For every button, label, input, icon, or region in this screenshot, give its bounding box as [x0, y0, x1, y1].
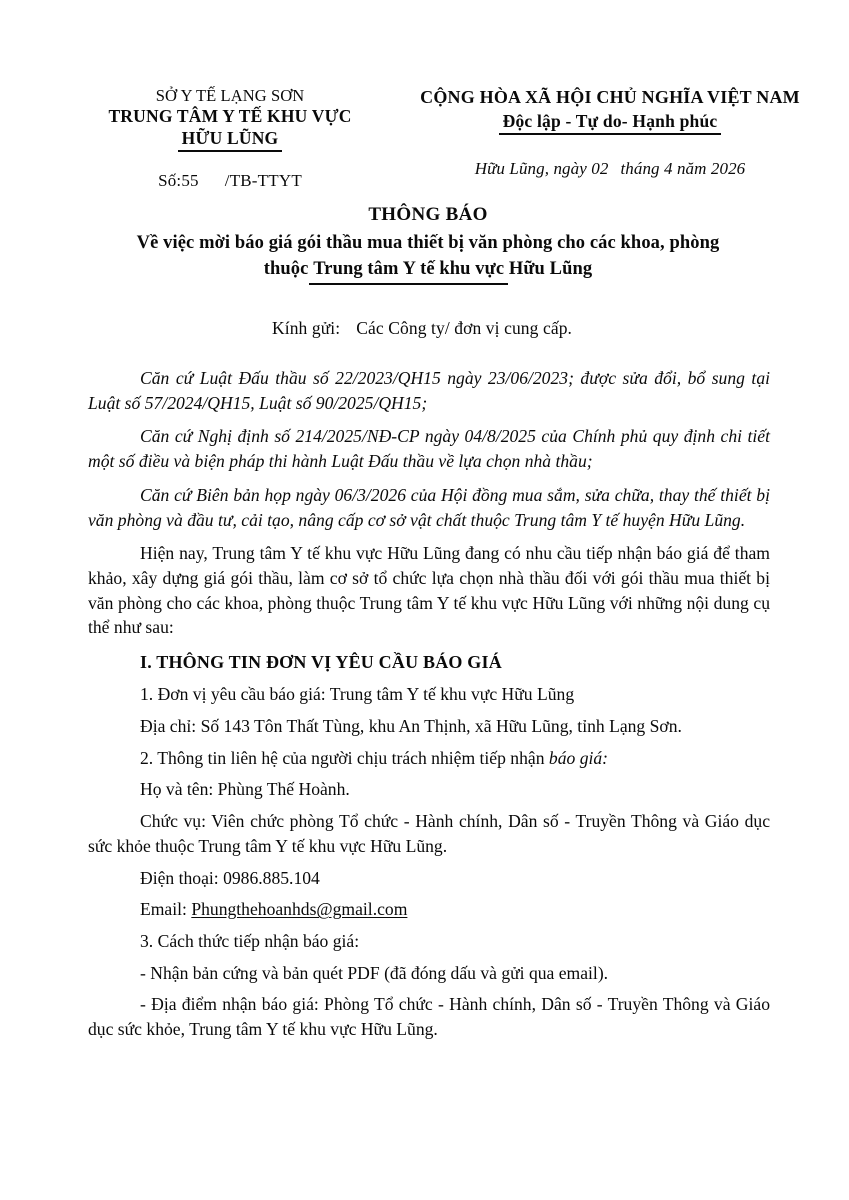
- issuing-authority-block: [60, 86, 400, 191]
- document-number-label: Số:: [158, 170, 182, 190]
- page-title: THÔNG BÁO: [368, 204, 488, 225]
- place-date-rest: tháng 4 năm 2026: [620, 159, 746, 178]
- legal-basis-paragraph-3: Căn cứ Biên bản họp ngày 06/3/2026 của Hội đồng mua sắm, sửa chữa, thay thế thiết bị văn phòng và đầu tư, cải tạo, nâng cấp cơ sở vật chất thuộc Trung tâm Y tế huyện Hữu Lũng.: [88, 484, 770, 530]
- contact-email-label: Email:: [140, 899, 192, 920]
- section-1-item-2: [88, 746, 770, 771]
- section-1-item-1: 1. Đơn vị yêu cầu báo giá: Trung tâm Y tế khu vực Hữu Lũng: [140, 684, 575, 705]
- organization-name-underlined: HỮU LŨNG: [181, 128, 279, 149]
- document-header: [0, 86, 849, 191]
- contact-email-line: [88, 897, 770, 922]
- document-number: [60, 170, 400, 191]
- submission-method-bullet-1: - Nhận bản cứng và bản quét PDF (đã đóng dấu và gửi qua email).: [140, 962, 609, 983]
- national-motto-underlined: Độc lập - Tự do- Hạnh phúc: [502, 111, 718, 132]
- contact-position: Chức vụ: Viên chức phòng Tổ chức - Hành chính, Dân số - Truyền Thông và Giáo dục sức khỏe thuộc Trung tâm Y tế khu vực Hữu Lũng.: [88, 811, 770, 856]
- legal-basis-paragraph-1: Căn cứ Luật Đấu thầu số 22/2023/QH15 ngày 23/06/2023; được sửa đổi, bổ sung tại Luật số 57/2024/QH15, Luật số 90/2025/QH15;: [88, 368, 770, 413]
- subtitle-line-2-suffix: Hữu Lũng: [504, 259, 593, 280]
- contact-email-address[interactable]: Phungthehoanhds@gmail.com: [191, 899, 408, 920]
- submission-location-bullet-2: - Địa điểm nhận báo giá: Phòng Tổ chức - Hành chính, Dân số - Truyền Thông và Giáo dục sức khỏe, Trung tâm Y tế khu vực Hữu Lũng.: [88, 994, 770, 1040]
- legal-basis-paragraph-2: Căn cứ Nghị định số 214/2025/NĐ-CP ngày 04/8/2025 của Chính phủ quy định chi tiết một số điều và biện pháp thi hành Luật Đấu thầu về lựa chọn nhà thầu;: [88, 426, 770, 472]
- section-1-item-2-text: 2. Thông tin liên hệ của người chịu trách nhiệm tiếp nhận: [140, 747, 549, 768]
- recipient-value: Các Công ty/ đơn vị cung cấp.: [356, 318, 573, 338]
- national-heading-block: [410, 86, 810, 179]
- section-1-address: Địa chỉ: Số 143 Tôn Thất Tùng, khu An Thịnh, xã Hữu Lũng, tỉnh Lạng Sơn.: [140, 715, 682, 736]
- national-motto: [410, 111, 810, 133]
- contact-name: Họ và tên: Phùng Thế Hoành.: [140, 779, 350, 800]
- department-name: SỞ Y TẾ LẠNG SƠN: [155, 86, 305, 105]
- recipient-label: Kính gửi:: [272, 318, 341, 338]
- document-subtitle: [88, 230, 768, 283]
- subtitle-line-2-underlined: Trung tâm Y tế khu vực: [313, 256, 504, 282]
- place-and-date: [410, 158, 810, 179]
- document-body: [88, 366, 770, 1049]
- subtitle-line-1: Về việc mời báo giá gói thầu mua thiết bị văn phòng cho các khoa, phòng: [136, 233, 720, 253]
- document-title-block: [88, 204, 768, 283]
- place-date-first: Hữu Lũng, ngày 02: [474, 159, 609, 178]
- document-number-value: 55: [181, 170, 199, 190]
- subtitle-line-2-prefix: thuộc: [263, 259, 314, 280]
- national-title: CỘNG HÒA XÃ HỘI CHỦ NGHĨA VIỆT NAM: [420, 87, 800, 107]
- intro-paragraph: Hiện nay, Trung tâm Y tế khu vực Hữu Lũng đang có nhu cầu tiếp nhận báo giá để tham khảo, xây dựng giá gói thầu, làm cơ sở tổ chức lựa chọn nhà thầu đối với gói thầu mua thiết bị văn phòng cho các khoa, phòng thuộc Trung tâm Y tế khu vực Hữu Lũng với những nội dung cụ thể như sau:: [88, 543, 770, 638]
- contact-phone: Điện thoại: 0986.885.104: [140, 867, 320, 888]
- document-number-suffix: /TB-TTYT: [224, 170, 302, 190]
- section-1-item-3: 3. Cách thức tiếp nhận báo giá:: [140, 930, 360, 951]
- section-1-item-2-emphasis: báo giá:: [548, 747, 609, 768]
- organization-name-line-2: [60, 128, 400, 150]
- organization-name-line-1: TRUNG TÂM Y TẾ KHU VỰC: [108, 106, 352, 127]
- section-heading-1: I. THÔNG TIN ĐƠN VỊ YÊU CẦU BÁO GIÁ: [140, 652, 502, 673]
- recipient-line: [272, 318, 572, 339]
